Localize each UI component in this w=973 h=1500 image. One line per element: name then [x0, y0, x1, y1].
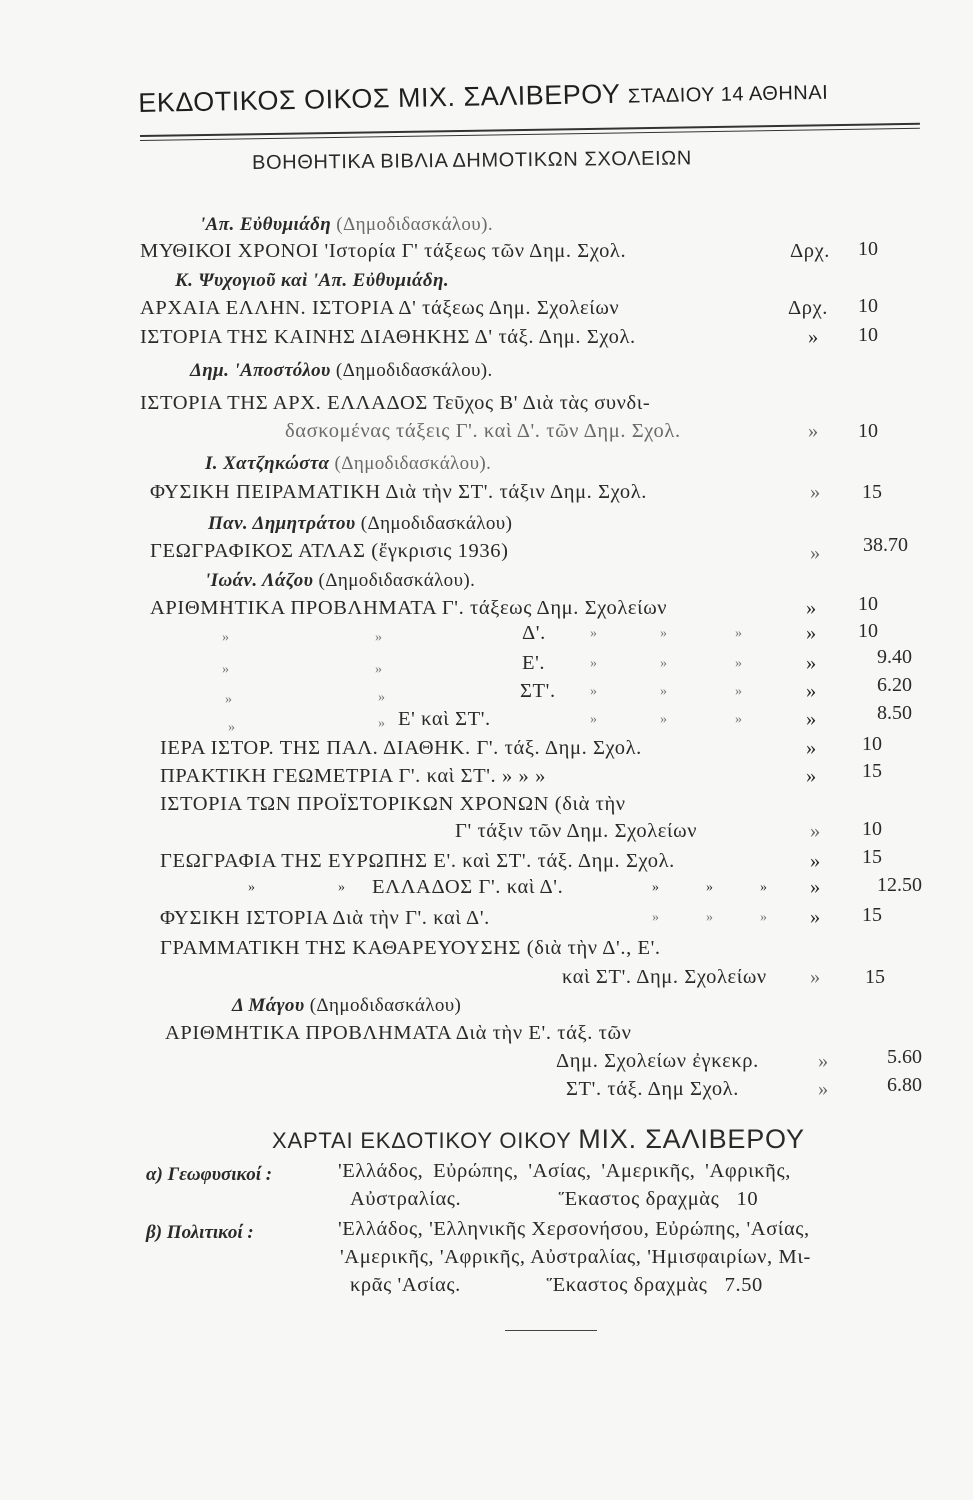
price: 6.80 [887, 1074, 922, 1096]
ditto-mark: » [660, 626, 667, 641]
book-title: ΦΥΣΙΚΗ ΙΣΤΟΡΙΑ Διὰ τὴν Γ'. καὶ Δ'. [160, 907, 490, 929]
book-title: ΕΛΛΑΔΟΣ Γ'. καὶ Δ'. [372, 876, 564, 898]
ditto-mark: » [735, 684, 742, 699]
price: 10 [858, 620, 878, 642]
book-title: ΙΣΤΟΡΙΑ ΤΩΝ ΠΡΟΪΣΤΟΡΙΚΩΝ ΧΡΟΝΩΝ (διὰ τὴν [160, 793, 626, 815]
author-note: (Δημοδιδασκάλου) [360, 513, 513, 534]
ditto-mark: » [590, 684, 597, 699]
author-line [208, 513, 512, 535]
book-continuation: Δημ. Σχολείων ἐγκεκρ. [556, 1050, 759, 1072]
book-continuation: καὶ ΣΤ'. Δημ. Σχολείων [562, 966, 767, 988]
author-note: (Δημοδιδασκάλου) [309, 995, 462, 1016]
ditto-mark: » [735, 712, 742, 727]
maps-line: 'Ελλάδος, 'Ελληνικῆς Χερσονήσου, Εὐρώπης, 'Ασίας, [338, 1218, 810, 1240]
author-note: (Δημοδιδασκάλου). [334, 453, 492, 474]
price: 9.40 [877, 646, 912, 668]
author-note: (Δημοδιδασκάλου). [336, 214, 493, 235]
maps-line: 'Ελλάδος, Εὐρώπης, 'Ασίας, 'Αμερικῆς, 'Αφρικῆς, [338, 1160, 791, 1182]
ditto-mark: » [660, 712, 667, 727]
book-continuation: δασκομένας τάξεις Γ'. καὶ Δ'. τῶν Δημ. Σχολ. [285, 420, 681, 442]
book-title: ΑΡΙΘΜΗΤΙΚΑ ΠΡΟΒΛΗΜΑΤΑ Γ'. τάξεως Δημ. Σχολείων [150, 597, 668, 619]
price: 10 [858, 420, 878, 442]
currency-mark: » [806, 765, 817, 787]
currency-mark: » [810, 481, 821, 503]
maps-label: β) Πολιτικοί : [146, 1222, 254, 1243]
price: 15 [862, 760, 882, 782]
author-name: 'Απ. Εὐθυμιάδη [200, 214, 332, 235]
author-line [232, 995, 461, 1017]
ditto-mark: » [222, 630, 229, 645]
currency-mark: » [818, 1078, 829, 1100]
book-title: ΑΡΙΘΜΗΤΙΚΑ ΠΡΟΒΛΗΜΑΤΑ Διὰ τὴν Ε'. τάξ. τῶν [165, 1022, 632, 1044]
ditto-mark: » [375, 630, 382, 645]
ditto-mark: » [735, 656, 742, 671]
ditto-mark: » [590, 626, 597, 641]
book-title: ΙΣΤΟΡΙΑ ΤΗΣ ΑΡΧ. ΕΛΛΑΔΟΣ Τεῦχος Β' Διὰ τὰς συνδι- [140, 392, 651, 414]
currency-mark: » [806, 680, 817, 702]
author-note: (Δημοδιδασκάλου). [318, 570, 476, 591]
price: 10 [858, 295, 878, 317]
page-subtitle: ΒΟΗΘΗΤΙΚΑ ΒΙΒΛΙΑ ΔΗΜΟΤΙΚΩΝ ΣΧΟΛΕΙΩΝ [252, 147, 692, 174]
publisher-name: ΕΚΔΟΤΙΚΟΣ ΟΙΚΟΣ ΜΙΧ. ΣΑΛΙΒΕΡΟΥ [138, 78, 621, 118]
currency-mark: Δρχ. [790, 240, 831, 262]
ditto-mark: » [248, 880, 255, 895]
class-label: Ε' καὶ ΣΤ'. [398, 708, 491, 730]
price: 15 [862, 846, 882, 868]
price: 10 [858, 593, 878, 615]
price: 10 [862, 733, 882, 755]
currency-mark: » [810, 906, 821, 928]
ditto-mark: » [228, 720, 235, 735]
class-label: Ε'. [522, 652, 546, 674]
price: 10 [858, 238, 878, 260]
price: 15 [862, 904, 882, 926]
ditto-mark: » [760, 880, 767, 895]
class-label: Δ'. [522, 622, 546, 644]
closing-rule [505, 1330, 597, 1331]
author-line [200, 214, 493, 236]
ditto-mark: » [706, 910, 713, 925]
maps-line: 'Αμερικῆς, 'Αφρικῆς, Αὐστραλίας, 'Ημισφαιρίων, Μι- [340, 1246, 811, 1268]
ditto-mark: » [338, 880, 345, 895]
currency-mark: » [810, 820, 821, 842]
ditto-mark: » [375, 662, 382, 677]
author-name: 'Ιωάν. Λάζου [205, 570, 314, 591]
ditto-mark: » [660, 656, 667, 671]
currency-mark: » [806, 737, 817, 759]
publisher-address: ΣΤΑΔΙΟΥ 14 ΑΘΗΝΑΙ [627, 81, 829, 108]
ditto-mark: » [760, 910, 767, 925]
author-name: Δ Μάγου [232, 995, 305, 1016]
maps-title-prefix: ΧΑΡΤΑΙ ΕΚΔΟΤΙΚΟΥ ΟΙΚΟΥ [272, 1128, 572, 1153]
ditto-mark: » [590, 712, 597, 727]
book-title: ΜΥΘΙΚΟΙ ΧΡΟΝΟΙ 'Ιστορία Γ' τάξεως τῶν Δημ. Σχολ. [140, 240, 627, 262]
author-name: Παν. Δημητράτου [208, 513, 356, 534]
ditto-mark: » [225, 692, 232, 707]
book-title: ΦΥΣΙΚΗ ΠΕΙΡΑΜΑΤΙΚΗ Διὰ τὴν ΣΤ'. τάξιν Δημ. Σχολ. [150, 481, 648, 503]
author-line [205, 453, 491, 475]
book-continuation: Γ' τάξιν τῶν Δημ. Σχολείων [455, 820, 698, 842]
publisher-header [138, 75, 828, 119]
book-title: ΓΕΩΓΡΑΦΙΚΟΣ ΑΤΛΑΣ (ἔγκρισις 1936) [150, 540, 509, 562]
currency-mark: » [806, 708, 817, 730]
price: 6.20 [877, 674, 912, 696]
price: 10 [862, 818, 882, 840]
ditto-mark: » [660, 684, 667, 699]
maps-line: Αὐστραλίας. Ἕκαστος δραχμὰς 10 [350, 1188, 759, 1210]
currency-mark: » [808, 326, 819, 348]
currency-mark: » [806, 652, 817, 674]
author-name: Κ. Ψυχογιοῦ καὶ 'Απ. Εὐθυμιάδη. [175, 270, 450, 291]
author-line [190, 360, 493, 382]
ditto-mark: » [706, 880, 713, 895]
ditto-mark: » [590, 656, 597, 671]
price: 10 [858, 324, 878, 346]
currency-mark: Δρχ. [788, 297, 829, 319]
author-name: Ι. Χατζηκώστα [205, 453, 330, 474]
author-line [205, 570, 475, 592]
price: 15 [862, 481, 882, 503]
book-title: ΓΕΩΓΡΑΦΙΑ ΤΗΣ ΕΥΡΩΠΗΣ Ε'. καὶ ΣΤ'. τάξ. Δημ. Σχολ. [160, 850, 675, 872]
author-note: (Δημοδιδασκάλου). [335, 360, 493, 381]
currency-mark: » [810, 876, 821, 898]
book-title: ΑΡΧΑΙΑ ΕΛΛΗΝ. ΙΣΤΟΡΙΑ Δ' τάξεως Δημ. Σχολείων [140, 297, 620, 319]
currency-mark: » [810, 542, 821, 564]
ditto-mark: » [652, 910, 659, 925]
ditto-mark: » [378, 716, 385, 731]
price: 38.70 [863, 534, 908, 556]
price: 12.50 [877, 874, 922, 896]
ditto-mark: » [652, 880, 659, 895]
currency-mark: » [818, 1050, 829, 1072]
maps-title-name: ΜΙΧ. ΣΑΛΙΒΕΡΟΥ [578, 1124, 805, 1154]
maps-title [272, 1124, 805, 1155]
maps-line: κρᾶς 'Ασίας. Ἕκαστος δραχμὰς 7.50 [350, 1274, 763, 1296]
ditto-mark: » [222, 662, 229, 677]
currency-mark: » [808, 420, 819, 442]
maps-label: α) Γεωφυσικοί : [146, 1164, 273, 1185]
book-title: ΙΣΤΟΡΙΑ ΤΗΣ ΚΑΙΝΗΣ ΔΙΑΘΗΚΗΣ Δ' τάξ. Δημ. Σχολ. [140, 326, 636, 348]
ditto-mark: » [378, 690, 385, 705]
book-continuation: ΣΤ'. τάξ. Δημ Σχολ. [566, 1078, 739, 1100]
book-title: ΙΕΡΑ ΙΣΤΟΡ. ΤΗΣ ΠΑΛ. ΔΙΑΘΗΚ. Γ'. τάξ. Δημ. Σχολ. [160, 737, 642, 759]
price: 5.60 [887, 1046, 922, 1068]
class-label: ΣΤ'. [520, 680, 556, 702]
book-title: ΓΡΑΜΜΑΤΙΚΗ ΤΗΣ ΚΑΘΑΡΕΥΟΥΣΗΣ (διὰ τὴν Δ'., Ε'. [160, 937, 661, 959]
currency-mark: » [810, 966, 821, 988]
ditto-mark: » [735, 626, 742, 641]
currency-mark: » [806, 597, 817, 619]
currency-mark: » [806, 622, 817, 644]
currency-mark: » [810, 850, 821, 872]
author-line [175, 270, 449, 292]
price: 8.50 [877, 702, 912, 724]
book-title: ΠΡΑΚΤΙΚΗ ΓΕΩΜΕΤΡΙΑ Γ'. καὶ ΣΤ'. » » » [160, 765, 546, 787]
author-name: Δημ. 'Αποστόλου [190, 360, 331, 381]
price: 15 [865, 966, 885, 988]
